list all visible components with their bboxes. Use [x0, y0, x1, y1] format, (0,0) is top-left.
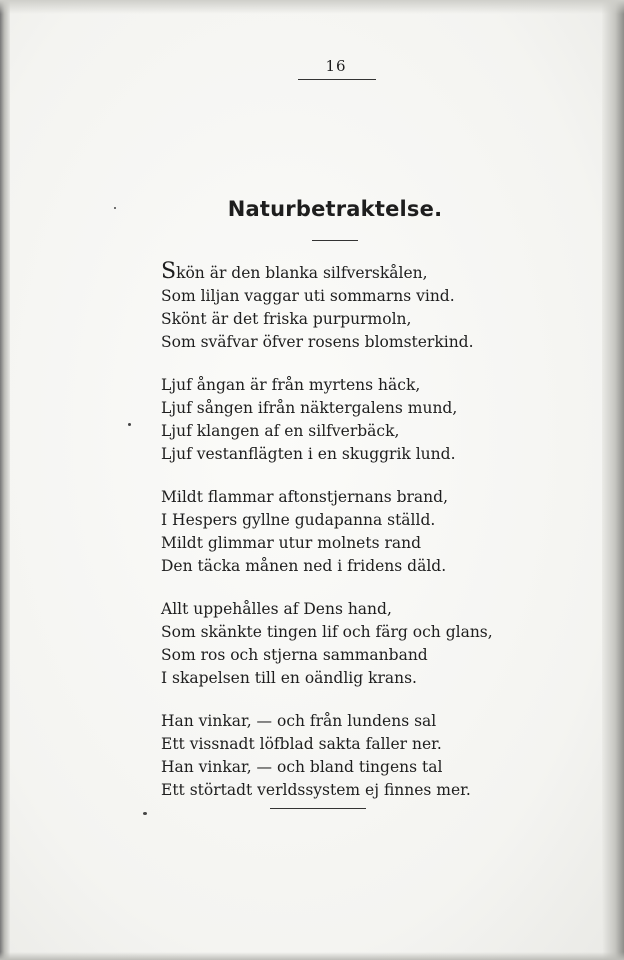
poem-line: Ljuf sången ifrån näktergalens mund, — [161, 399, 458, 417]
poem-line: Den täcka månen ned i fridens däld. — [161, 557, 447, 575]
ink-speck — [128, 423, 131, 426]
title-rule — [312, 240, 358, 241]
poem-line: Han vinkar, — och från lundens sal — [161, 712, 437, 730]
poem-line: Ljuf ångan är från myrtens häck, — [161, 376, 421, 394]
poem-line: Ljuf klangen af en silfverbäck, — [161, 422, 400, 440]
ink-speck — [114, 207, 116, 209]
poem-line: Mildt flammar aftonstjernans brand, — [161, 488, 448, 506]
poem-body — [161, 259, 521, 822]
drop-cap — [161, 259, 428, 284]
poem-line: Mildt glimmar utur molnets rand — [161, 534, 422, 552]
ink-speck — [143, 812, 147, 815]
poem-line: Skönt är det friska purpurmoln, — [161, 310, 412, 328]
poem-line: I Hespers gyllne gudapanna ställd. — [161, 511, 436, 529]
poem-line: Som skänkte tingen lif och färg och glans, — [161, 623, 493, 641]
stanza — [161, 598, 521, 690]
poem-line: Ett vissnadt löfblad sakta faller ner. — [161, 735, 442, 753]
poem-line: Som liljan vaggar uti sommarns vind. — [161, 287, 455, 305]
page-edge-top — [0, 0, 624, 14]
stanza — [161, 374, 521, 466]
poem-line: Allt uppehålles af Dens hand, — [161, 600, 392, 618]
stanza — [161, 710, 521, 802]
poem-line: Ett störtadt verldssystem ej finnes mer. — [161, 781, 471, 799]
poem-line: Han vinkar, — och bland tingens tal — [161, 758, 443, 776]
page-edge-right — [602, 0, 624, 960]
stanza — [161, 259, 521, 354]
poem-line: Ljuf vestanflägten i en skuggrik lund. — [161, 445, 456, 463]
page-edge-bottom — [0, 952, 624, 960]
page-number: 16 — [325, 57, 347, 75]
poem-line: Som ros och stjerna sammanband — [161, 646, 428, 664]
drop-cap-rest: kön är den blanka silfverskålen, — [176, 264, 428, 282]
stanza — [161, 486, 521, 578]
end-rule — [270, 808, 366, 809]
poem-line: Som sväfvar öfver rosens blomsterkind. — [161, 333, 474, 351]
poem-line — [161, 259, 521, 285]
poem-title: Naturbetraktelse. — [227, 197, 443, 221]
poem-line: I skapelsen till en oändlig krans. — [161, 669, 417, 687]
page-edge-left — [0, 0, 10, 960]
header-rule — [298, 79, 376, 80]
drop-cap-letter: S — [161, 259, 177, 284]
